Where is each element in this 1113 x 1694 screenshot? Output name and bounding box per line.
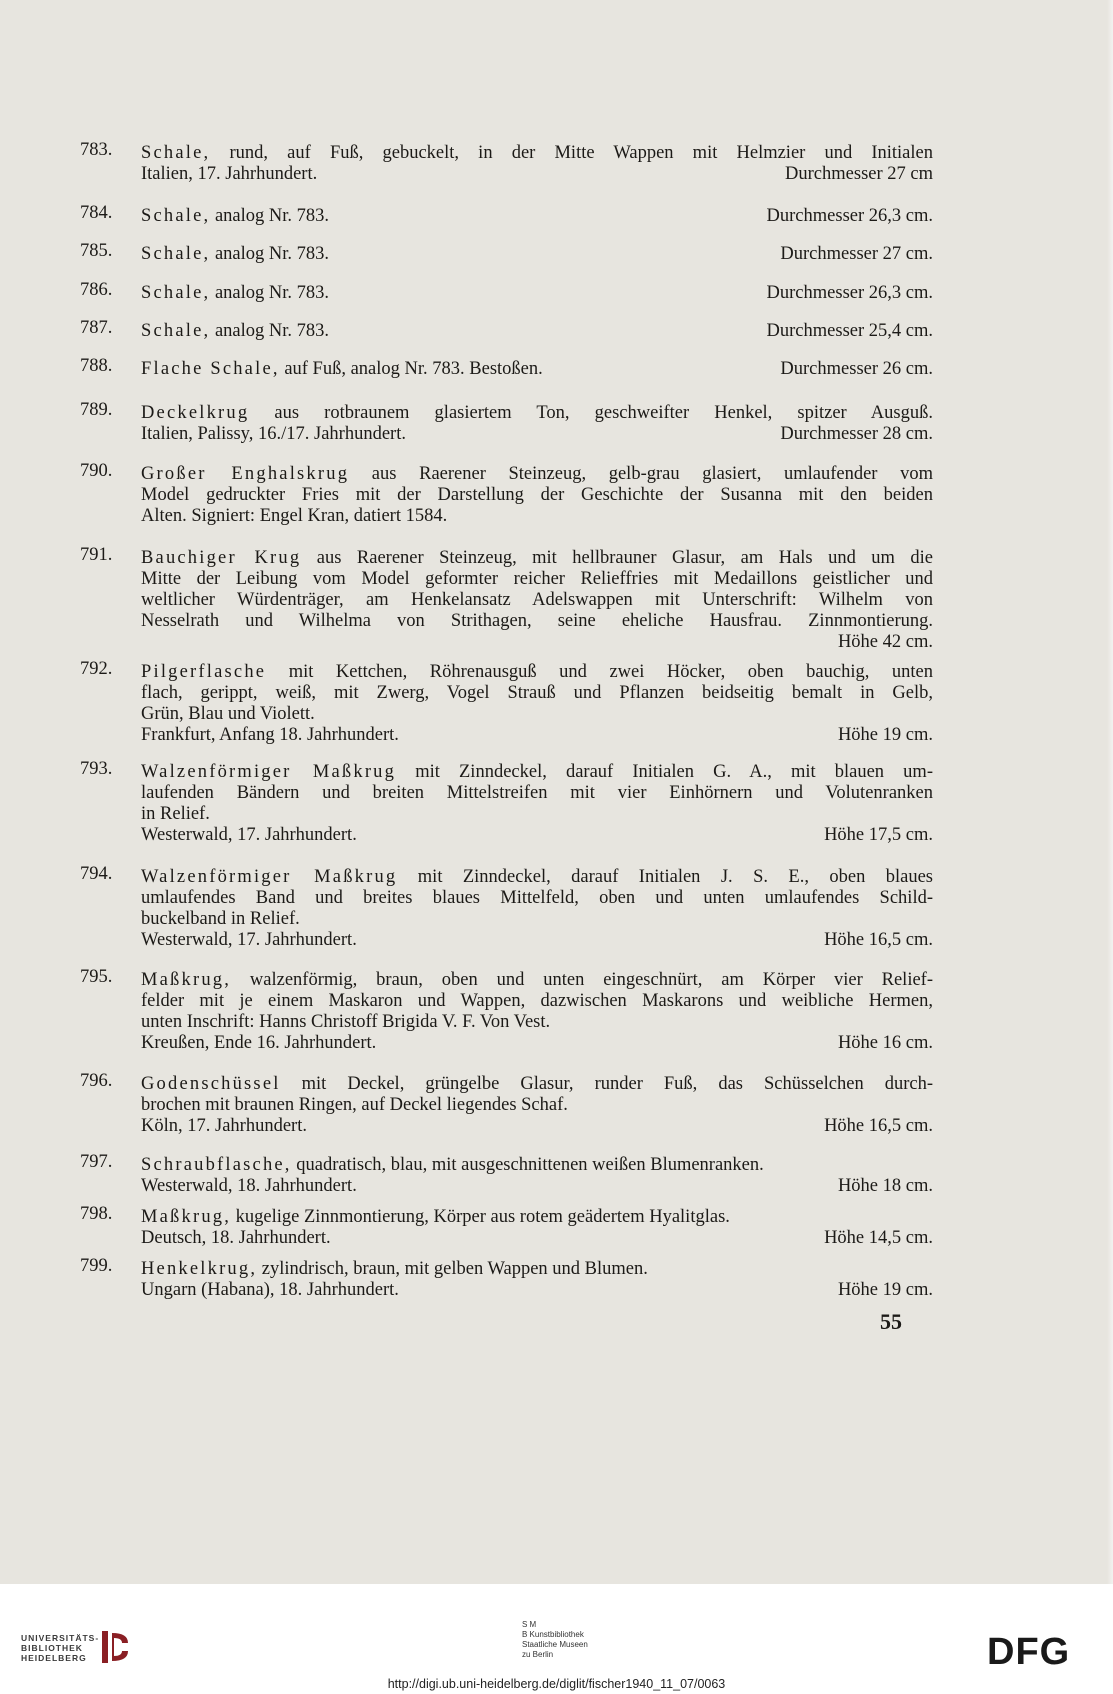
entry-text-line: Großer Enghalskrug aus Raerener Steinzeug, gelb-grau glasiert, umlaufender vom (141, 464, 933, 484)
source-url-link[interactable]: http://digi.ub.uni-heidelberg.de/diglit/fischer1940_11_07/0063 (387, 1677, 726, 1691)
entry-text-line: Mitte der Leibung vom Model geformter reicher Relieffries mit Medaillons geistlicher und (141, 569, 933, 589)
catalogue-entry (80, 967, 933, 1054)
entry-text-line: Deckelkrug aus rotbraunem glasiertem Ton, geschweifter Henkel, spitzer Ausguß. (141, 403, 933, 423)
catalogue-entry (80, 356, 933, 380)
entry-title: Großer Enghalskrug (141, 464, 350, 484)
entry-dimension: Durchmesser 27 cm. (780, 244, 933, 264)
entry-description: Schale, analog Nr. 783. (141, 321, 330, 341)
entry-title: Maßkrug, (141, 970, 232, 990)
sm-line-2: B Kunstbibliothek (522, 1630, 584, 1639)
catalogue-entry (80, 759, 933, 846)
entry-origin: Westerwald, 17. Jahrhundert. (141, 930, 357, 950)
catalogue-entry (80, 140, 933, 185)
catalogue-entry (80, 1204, 933, 1249)
entry-dimension: Höhe 19 cm. (837, 1280, 933, 1300)
smb-kunstbibliothek-logo (522, 1620, 588, 1660)
catalogue-entry (80, 318, 933, 342)
entry-origin: Italien, 17. Jahrhundert. (141, 164, 318, 184)
entry-text-line: unten Inschrift: Hanns Christoff Brigida V. F. Von Vest. (141, 1012, 551, 1032)
entry-number: 785. (80, 241, 113, 261)
entry-text-line: Godenschüssel mit Deckel, grüngelbe Glasur, runder Fuß, das Schüsselchen durch- (141, 1074, 933, 1094)
entry-title: Deckelkrug (141, 403, 250, 423)
entry-text-line: weltlicher Würdenträger, am Henkelansatz Adelswappen mit Unterschrift: Wilhelm von (141, 590, 933, 610)
sm-line-3: Staatliche Museen (522, 1640, 588, 1649)
entry-title: Walzenförmiger Maßkrug (141, 762, 397, 782)
entry-title: Walzenförmiger Maßkrug (141, 867, 398, 887)
entry-meta-row (141, 1280, 933, 1301)
entry-meta-row (141, 164, 933, 185)
entry-dimension: Höhe 42 cm. (837, 632, 933, 652)
entry-dimension: Höhe 19 cm. (837, 725, 933, 745)
entry-text-line: flach, gerippt, weiß, mit Zwerg, Vogel Strauß und Pflanzen beidseitig bemalt in Gelb, (141, 683, 933, 703)
sm-line-4: zu Berlin (522, 1650, 554, 1659)
entry-origin: Italien, Palissy, 16./17. Jahrhundert. (141, 424, 406, 444)
entry-title: Schale, (141, 143, 211, 163)
ub-line-2: BIBLIOTHEK (21, 1643, 83, 1653)
entry-text-line: Nesselrath und Wilhelma von Strithagen, seine eheliche Hausfrau. Zinnmontierung. (141, 611, 933, 631)
entry-number: 790. (80, 461, 113, 481)
entry-meta-row (141, 930, 933, 951)
entry-number: 784. (80, 203, 113, 223)
entry-title: Schale, (141, 321, 211, 341)
entry-title: Schale, (141, 244, 211, 264)
page-edge (1107, 0, 1113, 1584)
entry-text-line: Henkelkrug, zylindrisch, braun, mit gelben Wappen und Blumen. (141, 1259, 648, 1279)
entry-meta-row (141, 1116, 933, 1137)
entry-meta-row (141, 1176, 933, 1197)
entry-meta-row (141, 283, 933, 304)
entry-title: Schraubflasche, (141, 1155, 292, 1175)
ub-line-1: UNIVERSITÄTS- (21, 1633, 100, 1643)
entry-meta-row (141, 725, 933, 746)
entry-text-line: Model gedruckter Fries mit der Darstellung der Geschichte der Susanna mit den beiden (141, 485, 933, 505)
entry-dimension: Durchmesser 26,3 cm. (766, 283, 933, 303)
entry-text-line: Maßkrug, kugelige Zinnmontierung, Körper aus rotem geädertem Hyalitglas. (141, 1207, 730, 1227)
catalogue-entry (80, 203, 933, 227)
entry-title: Maßkrug, (141, 1207, 232, 1227)
entry-number: 797. (80, 1152, 113, 1172)
entry-text-line: laufenden Bändern und breiten Mittelstreifen mit vier Einhörnern und Volutenranken (141, 783, 933, 803)
catalogue-entry (80, 659, 933, 746)
entry-number: 795. (80, 967, 113, 987)
entry-number: 794. (80, 864, 113, 884)
catalogue-entry (80, 241, 933, 265)
entry-origin: Köln, 17. Jahrhundert. (141, 1116, 307, 1136)
entry-meta-row (141, 321, 933, 342)
entry-origin: Westerwald, 17. Jahrhundert. (141, 825, 357, 845)
entry-meta-row (141, 1033, 933, 1054)
entry-title: Flache Schale, (141, 359, 280, 379)
catalogue-entry (80, 545, 933, 653)
entry-text-line: in Relief. (141, 804, 210, 824)
entry-text-line: Maßkrug, walzenförmig, braun, oben und unten eingeschnürt, am Körper vier Relief- (141, 970, 933, 990)
entry-dimension: Höhe 16,5 cm. (824, 930, 933, 950)
dfg-logo: DFG (987, 1631, 1071, 1673)
catalogue-entry (80, 1071, 933, 1137)
entry-number: 791. (80, 545, 113, 565)
entry-text-line: buckelband in Relief. (141, 909, 300, 929)
entry-text-line: Schale, rund, auf Fuß, gebuckelt, in der Mitte Wappen mit Helmzier und Initialen (141, 143, 933, 163)
entry-number: 789. (80, 400, 113, 420)
entry-title: Henkelkrug, (141, 1259, 258, 1279)
entry-title: Schale, (141, 206, 211, 226)
entry-number: 793. (80, 759, 113, 779)
entry-meta-row (141, 244, 933, 265)
entry-number: 787. (80, 318, 113, 338)
entry-description: Flache Schale, auf Fuß, analog Nr. 783. Bestoßen. (141, 359, 543, 379)
entry-title: Pilgerflasche (141, 662, 267, 682)
entry-meta-row (141, 424, 933, 445)
entry-meta-row (141, 1228, 933, 1249)
catalogue-entry (80, 864, 933, 951)
entry-title: Schale, (141, 283, 211, 303)
entry-number: 798. (80, 1204, 113, 1224)
entry-dimension: Durchmesser 26 cm. (780, 359, 933, 379)
ub-heidelberg-wordmark (21, 1633, 99, 1663)
entry-number: 788. (80, 356, 113, 376)
entry-dimension: Durchmesser 28 cm. (780, 424, 933, 444)
entry-description: Schale, analog Nr. 783. (141, 283, 330, 303)
catalogue-entry (80, 280, 933, 304)
catalogue-entry (80, 400, 933, 445)
entry-dimension: Höhe 16 cm. (837, 1033, 933, 1053)
entry-text-line: umlaufendes Band und breites blaues Mittelfeld, oben und unten umlaufendes Schild- (141, 888, 933, 908)
entry-number: 786. (80, 280, 113, 300)
entry-text-line: brochen mit braunen Ringen, auf Deckel liegendes Schaf. (141, 1095, 568, 1115)
entry-origin: Ungarn (Habana), 18. Jahrhundert. (141, 1280, 399, 1300)
entry-dimension: Höhe 14,5 cm. (824, 1228, 933, 1248)
entry-number: 796. (80, 1071, 113, 1091)
catalogue-entry (80, 461, 933, 527)
entry-dimension: Höhe 18 cm. (837, 1176, 933, 1196)
entry-text-line: Walzenförmiger Maßkrug mit Zinndeckel, darauf Initialen J. S. E., oben blaues (141, 867, 933, 887)
entry-dimension: Durchmesser 26,3 cm. (766, 206, 933, 226)
entry-meta-row (141, 359, 933, 380)
entry-dimension: Höhe 16,5 cm. (824, 1116, 933, 1136)
entry-origin: Westerwald, 18. Jahrhundert. (141, 1176, 357, 1196)
entry-dimension: Durchmesser 25,4 cm. (766, 321, 933, 341)
entry-dimension: Durchmesser 27 cm (785, 164, 933, 184)
entry-title: Bauchiger Krug (141, 548, 302, 568)
entry-text-line: Walzenförmiger Maßkrug mit Zinndeckel, darauf Initialen G. A., mit blauen um- (141, 762, 933, 782)
ub-line-3: HEIDELBERG (21, 1653, 87, 1663)
sm-line-1: S M (522, 1620, 537, 1629)
entry-dimension: Höhe 17,5 cm. (824, 825, 933, 845)
entry-number: 799. (80, 1256, 113, 1276)
page-number: 55 (880, 1309, 902, 1334)
entry-origin: Kreußen, Ende 16. Jahrhundert. (141, 1033, 377, 1053)
entry-origin: Frankfurt, Anfang 18. Jahrhundert. (141, 725, 399, 745)
ub-heidelberg-logo-icon (98, 1629, 132, 1665)
catalogue-entry (80, 1256, 933, 1301)
entry-meta-row (141, 206, 933, 227)
catalogue-entry (80, 1152, 933, 1197)
entry-description: Schale, analog Nr. 783. (141, 244, 330, 264)
entry-text-line: felder mit je einem Maskaron und Wappen, dazwischen Maskarons und weibliche Hermen, (141, 991, 933, 1011)
entry-title: Godenschüssel (141, 1074, 281, 1094)
entry-text-line: Alten. Signiert: Engel Kran, datiert 1584. (141, 506, 448, 526)
entry-number: 792. (80, 659, 113, 679)
entry-meta-row (141, 825, 933, 846)
entry-text-line: Pilgerflasche mit Kettchen, Röhrenausguß und zwei Höcker, oben bauchig, unten (141, 662, 933, 682)
entry-origin: Deutsch, 18. Jahrhundert. (141, 1228, 331, 1248)
entry-text-line: Schraubflasche, quadratisch, blau, mit ausgeschnittenen weißen Blumenranken. (141, 1155, 764, 1175)
entry-number: 783. (80, 140, 113, 160)
entry-description: Schale, analog Nr. 783. (141, 206, 330, 226)
entry-text-line: Grün, Blau und Violett. (141, 704, 315, 724)
entry-text-line: Bauchiger Krug aus Raerener Steinzeug, mit hellbrauner Glasur, am Hals und um die (141, 548, 933, 568)
